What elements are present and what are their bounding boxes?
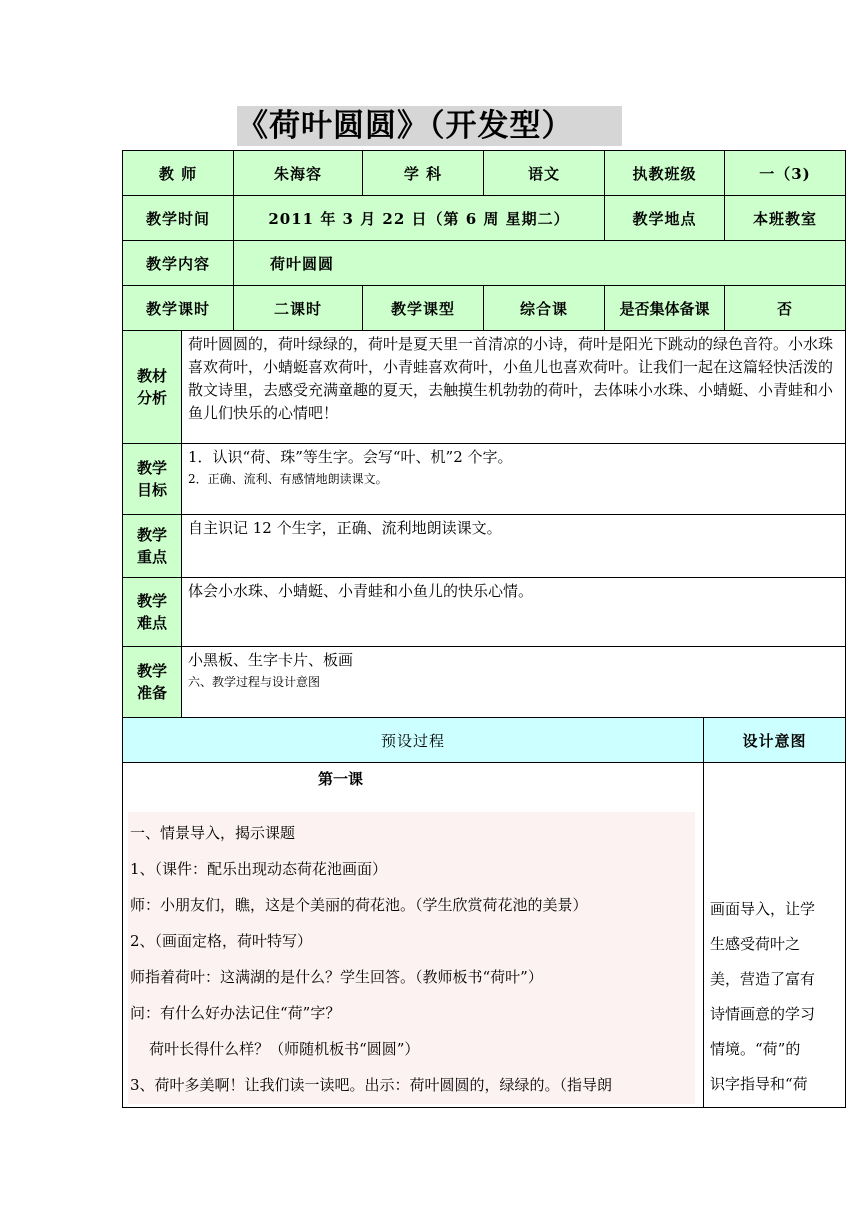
design-note-line: 识字指导和“荷 bbox=[710, 1075, 808, 1093]
lesson-title: 第一课 bbox=[318, 770, 364, 788]
process-line: 3、荷叶多美啊！让我们读一读吧。出示：荷叶圆圆的，绿绿的。（指导朗 bbox=[130, 1076, 613, 1094]
analysis-label-line1: 教材 bbox=[136, 367, 167, 385]
hours-value: 二课时 bbox=[233, 285, 363, 331]
time-label: 教学时间 bbox=[122, 195, 234, 241]
document-title: 《荷叶圆圆》（开发型） bbox=[237, 106, 622, 146]
design-header: 设计意图 bbox=[703, 717, 846, 763]
prep-label bbox=[122, 646, 182, 718]
prep-label-line2: 准备 bbox=[136, 684, 167, 702]
key-label-line2: 重点 bbox=[136, 548, 167, 566]
design-note-line: 画面导入，让学 bbox=[710, 900, 816, 918]
class-label: 执教班级 bbox=[604, 150, 725, 196]
analysis-label-line2: 分析 bbox=[136, 389, 167, 407]
time-value: 2011 年 3 月 22 日（第 6 周 星期二） bbox=[233, 195, 605, 241]
process-header: 预设过程 bbox=[122, 717, 704, 763]
difficult-label-line2: 难点 bbox=[136, 614, 167, 632]
difficult-text: 体会小水珠、小蜻蜓、小青蛙和小鱼儿的快乐心情。 bbox=[181, 577, 846, 647]
process-line: 师：小朋友们，瞧，这是个美丽的荷花池。（学生欣赏荷花池的美景） bbox=[130, 896, 588, 914]
hours-label: 教学课时 bbox=[122, 285, 234, 331]
goals-label-line2: 目标 bbox=[136, 481, 167, 499]
design-note-line: 美，营造了富有 bbox=[710, 970, 816, 988]
type-value: 综合课 bbox=[483, 285, 605, 331]
key-label bbox=[122, 514, 182, 578]
process-highlight bbox=[128, 812, 695, 1104]
goals-label-line1: 教学 bbox=[136, 459, 167, 477]
goals-line2: 2．正确、流利、有感情地朗读课文。 bbox=[188, 472, 388, 486]
key-text: 自主识记 12 个生字，正确、流利地朗读课文。 bbox=[181, 514, 846, 578]
class-value: 一（3) bbox=[724, 150, 846, 196]
content-value: 荷叶圆圆 bbox=[233, 240, 846, 286]
prep-line1: 小黑板、生字卡片、板画 bbox=[188, 651, 354, 669]
type-label: 教学课型 bbox=[362, 285, 484, 331]
goals-line1: 1．认识“荷、珠”等生字。会写“叶、机”2 个字。 bbox=[188, 448, 513, 466]
goals-cell bbox=[181, 443, 846, 515]
teacher-label: 教 师 bbox=[122, 150, 234, 196]
process-line: 师指着荷叶：这满湖的是什么？学生回答。（教师板书“荷叶”） bbox=[130, 968, 543, 986]
subject-value: 语文 bbox=[483, 150, 605, 196]
difficult-label-line1: 教学 bbox=[136, 592, 167, 610]
process-line: 问：有什么好办法记住“荷”字？ bbox=[130, 1004, 341, 1022]
content-label: 教学内容 bbox=[122, 240, 234, 286]
process-line: 2、（画面定格，荷叶特写） bbox=[130, 932, 313, 950]
design-note-line: 情境。“荷”的 bbox=[710, 1040, 801, 1058]
subject-label: 学 科 bbox=[362, 150, 484, 196]
collective-value: 否 bbox=[724, 285, 846, 331]
difficult-label bbox=[122, 577, 182, 647]
key-label-line1: 教学 bbox=[136, 526, 167, 544]
place-value: 本班教室 bbox=[724, 195, 846, 241]
goals-label bbox=[122, 443, 182, 515]
analysis-label bbox=[122, 330, 182, 444]
process-line: 1、（课件：配乐出现动态荷花池画面） bbox=[130, 860, 388, 878]
collective-label: 是否集体备课 bbox=[604, 285, 725, 331]
place-label: 教学地点 bbox=[604, 195, 725, 241]
prep-cell bbox=[181, 646, 846, 718]
design-note-line: 生感受荷叶之 bbox=[710, 935, 801, 953]
process-line: 一、情景导入，揭示课题 bbox=[130, 824, 296, 842]
process-line: 荷叶长得什么样？（师随机板书“圆圆”） bbox=[130, 1040, 420, 1058]
prep-label-line1: 教学 bbox=[136, 662, 167, 680]
design-note-line: 诗情画意的学习 bbox=[710, 1005, 816, 1023]
analysis-text: 荷叶圆圆的，荷叶绿绿的，荷叶是夏天里一首清凉的小诗，荷叶是阳光下跳动的绿色音符。小水珠喜欢荷叶，小蜻蜓喜欢荷叶，小青蛙喜欢荷叶，小鱼儿也喜欢荷叶。让我们一起在这篇轻快活泼的散文诗里，去感受充满童趣的夏天，去触摸生机勃勃的荷叶，去体味小水珠、小蜻蜓、小青蛙和小鱼儿们快乐的心情吧！ bbox=[181, 330, 846, 444]
teacher-value: 朱海容 bbox=[233, 150, 363, 196]
prep-line2: 六、教学过程与设计意图 bbox=[188, 675, 321, 689]
